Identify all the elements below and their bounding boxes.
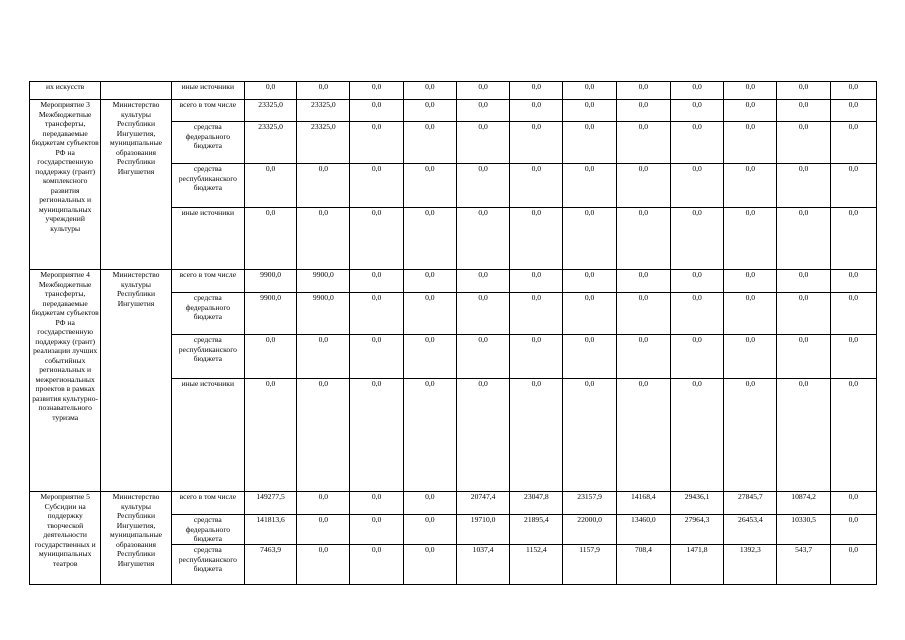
amount-cell: 29436,1 <box>670 492 723 515</box>
amount-cell: 0,0 <box>777 270 830 293</box>
amount-cell: 0,0 <box>350 515 403 545</box>
amount-cell: 0,0 <box>297 515 350 545</box>
amount-cell: 0,0 <box>510 293 563 335</box>
amount-cell: 0,0 <box>456 208 509 270</box>
amount-cell: 7463,9 <box>245 545 297 585</box>
amount-cell: 0,0 <box>510 208 563 270</box>
amount-cell: 0,0 <box>456 293 509 335</box>
amount-cell: 22000,0 <box>563 515 616 545</box>
amount-cell: 0,0 <box>297 164 350 208</box>
amount-cell: 0,0 <box>297 492 350 515</box>
amount-cell: 0,0 <box>456 100 509 122</box>
amount-cell: 20747,4 <box>456 492 509 515</box>
amount-cell: 0,0 <box>403 515 456 545</box>
amount-cell: 0,0 <box>350 545 403 585</box>
amount-cell: 0,0 <box>777 82 830 100</box>
amount-cell: 0,0 <box>563 379 616 492</box>
amount-cell: 23325,0 <box>245 122 297 164</box>
amount-cell: 0,0 <box>724 122 777 164</box>
amount-cell: 0,0 <box>616 164 670 208</box>
amount-cell: 0,0 <box>724 293 777 335</box>
amount-cell: 0,0 <box>616 379 670 492</box>
amount-cell: 0,0 <box>830 515 876 545</box>
amount-cell: 13460,0 <box>616 515 670 545</box>
amount-cell: 1157,9 <box>563 545 616 585</box>
amount-cell: 1152,4 <box>510 545 563 585</box>
amount-cell: 0,0 <box>350 122 403 164</box>
amount-cell: 0,0 <box>616 122 670 164</box>
amount-cell: 0,0 <box>670 164 723 208</box>
amount-cell: 149277,5 <box>245 492 297 515</box>
funding-source-cell: иные источники <box>171 379 244 492</box>
amount-cell: 0,0 <box>830 270 876 293</box>
amount-cell: 0,0 <box>350 82 403 100</box>
amount-cell: 0,0 <box>403 100 456 122</box>
amount-cell: 0,0 <box>777 208 830 270</box>
amount-cell: 0,0 <box>616 293 670 335</box>
executor-cell: Министерство культуры Республики Ингушетия <box>101 270 171 492</box>
amount-cell: 0,0 <box>670 335 723 379</box>
amount-cell: 0,0 <box>724 208 777 270</box>
amount-cell: 0,0 <box>350 379 403 492</box>
budget-table <box>29 81 877 585</box>
amount-cell: 0,0 <box>724 379 777 492</box>
amount-cell: 23157,9 <box>563 492 616 515</box>
amount-cell: 0,0 <box>777 293 830 335</box>
amount-cell: 0,0 <box>830 379 876 492</box>
amount-cell: 0,0 <box>350 164 403 208</box>
amount-cell: 0,0 <box>724 335 777 379</box>
executor-cell: Министерство культуры Республики Ингушетия, муниципальные образования Республики Ингушетия <box>101 492 171 585</box>
amount-cell: 0,0 <box>616 208 670 270</box>
amount-cell: 0,0 <box>830 492 876 515</box>
amount-cell: 21895,4 <box>510 515 563 545</box>
amount-cell: 0,0 <box>777 164 830 208</box>
executor-cell: Министерство культуры Республики Ингушетия, муниципальные образования Республики Ингушетия <box>101 100 171 270</box>
amount-cell: 1037,4 <box>456 545 509 585</box>
amount-cell: 0,0 <box>670 379 723 492</box>
funding-source-cell: средства федерального бюджета <box>171 515 244 545</box>
event-name-cell: Мероприятие 5 Субсидии на поддержку творческой деятельности государственных и муниципальных театров <box>30 492 101 585</box>
amount-cell: 0,0 <box>563 335 616 379</box>
amount-cell: 0,0 <box>350 100 403 122</box>
amount-cell: 10330,5 <box>777 515 830 545</box>
amount-cell: 23047,8 <box>510 492 563 515</box>
amount-cell: 0,0 <box>403 335 456 379</box>
funding-source-cell: всего в том числе <box>171 492 244 515</box>
amount-cell: 0,0 <box>510 270 563 293</box>
amount-cell: 0,0 <box>724 82 777 100</box>
amount-cell: 0,0 <box>350 293 403 335</box>
amount-cell: 0,0 <box>724 164 777 208</box>
amount-cell: 0,0 <box>830 293 876 335</box>
table-body <box>30 82 877 585</box>
amount-cell: 23325,0 <box>297 100 350 122</box>
event-name-cell: Мероприятие 3 Межбюджетные трансферты, передаваемые бюджетам субъектов РФ на государственную поддержку (грант) комплексного развития региональных и муниципальных учреждений культуры <box>30 100 101 270</box>
amount-cell: 0,0 <box>616 270 670 293</box>
amount-cell: 0,0 <box>830 335 876 379</box>
amount-cell: 0,0 <box>245 82 297 100</box>
amount-cell: 0,0 <box>403 270 456 293</box>
amount-cell: 1471,8 <box>670 545 723 585</box>
event-name-cell: их искусств <box>30 82 101 100</box>
amount-cell: 0,0 <box>245 164 297 208</box>
amount-cell: 0,0 <box>403 208 456 270</box>
amount-cell: 0,0 <box>297 545 350 585</box>
amount-cell: 1392,3 <box>724 545 777 585</box>
amount-cell: 0,0 <box>830 122 876 164</box>
amount-cell: 141813,6 <box>245 515 297 545</box>
funding-source-cell: всего в том числе <box>171 100 244 122</box>
amount-cell: 0,0 <box>510 164 563 208</box>
amount-cell: 0,0 <box>670 100 723 122</box>
amount-cell: 0,0 <box>403 545 456 585</box>
amount-cell: 0,0 <box>563 100 616 122</box>
amount-cell: 0,0 <box>616 82 670 100</box>
funding-source-cell: средства республиканского бюджета <box>171 545 244 585</box>
amount-cell: 0,0 <box>616 100 670 122</box>
funding-source-cell: всего в том числе <box>171 270 244 293</box>
amount-cell: 0,0 <box>830 82 876 100</box>
amount-cell: 0,0 <box>616 335 670 379</box>
amount-cell: 0,0 <box>456 335 509 379</box>
amount-cell: 0,0 <box>350 208 403 270</box>
amount-cell: 0,0 <box>456 82 509 100</box>
amount-cell: 0,0 <box>830 100 876 122</box>
amount-cell: 9900,0 <box>245 293 297 335</box>
amount-cell: 0,0 <box>245 335 297 379</box>
amount-cell: 543,7 <box>777 545 830 585</box>
table-row <box>30 100 877 122</box>
amount-cell: 0,0 <box>245 208 297 270</box>
amount-cell: 0,0 <box>777 335 830 379</box>
amount-cell: 0,0 <box>403 293 456 335</box>
amount-cell: 0,0 <box>670 293 723 335</box>
amount-cell: 26453,4 <box>724 515 777 545</box>
amount-cell: 0,0 <box>563 208 616 270</box>
amount-cell: 0,0 <box>830 545 876 585</box>
amount-cell: 0,0 <box>670 208 723 270</box>
amount-cell: 10874,2 <box>777 492 830 515</box>
amount-cell: 0,0 <box>403 122 456 164</box>
funding-source-cell: средства федерального бюджета <box>171 293 244 335</box>
amount-cell: 0,0 <box>403 82 456 100</box>
funding-source-cell: средства республиканского бюджета <box>171 335 244 379</box>
amount-cell: 0,0 <box>510 82 563 100</box>
amount-cell: 0,0 <box>245 379 297 492</box>
amount-cell: 0,0 <box>670 122 723 164</box>
amount-cell: 0,0 <box>456 270 509 293</box>
amount-cell: 0,0 <box>403 492 456 515</box>
amount-cell: 0,0 <box>350 335 403 379</box>
amount-cell: 0,0 <box>403 164 456 208</box>
amount-cell: 23325,0 <box>245 100 297 122</box>
amount-cell: 0,0 <box>777 379 830 492</box>
amount-cell: 708,4 <box>616 545 670 585</box>
amount-cell: 27964,3 <box>670 515 723 545</box>
amount-cell: 0,0 <box>830 164 876 208</box>
amount-cell: 0,0 <box>456 122 509 164</box>
amount-cell: 0,0 <box>510 379 563 492</box>
amount-cell: 0,0 <box>563 82 616 100</box>
amount-cell: 0,0 <box>724 270 777 293</box>
amount-cell: 0,0 <box>777 122 830 164</box>
amount-cell: 0,0 <box>777 100 830 122</box>
amount-cell: 9900,0 <box>297 270 350 293</box>
amount-cell: 0,0 <box>297 379 350 492</box>
amount-cell: 0,0 <box>830 208 876 270</box>
amount-cell: 0,0 <box>456 164 509 208</box>
executor-cell <box>101 82 171 100</box>
amount-cell: 0,0 <box>724 100 777 122</box>
amount-cell: 0,0 <box>350 270 403 293</box>
amount-cell: 0,0 <box>563 122 616 164</box>
amount-cell: 19710,0 <box>456 515 509 545</box>
amount-cell: 9900,0 <box>245 270 297 293</box>
funding-source-cell: средства федерального бюджета <box>171 122 244 164</box>
table-row <box>30 82 877 100</box>
amount-cell: 0,0 <box>670 82 723 100</box>
amount-cell: 9900,0 <box>297 293 350 335</box>
amount-cell: 0,0 <box>510 100 563 122</box>
event-name-cell: Мероприятие 4 Межбюджетные трансферты, передаваемые бюджетам субъектов РФ на государственную поддержку (грант) реализации лучших событийных региональных и межрегиональных проектов в рамках развития культурно-познавательного туризма <box>30 270 101 492</box>
amount-cell: 0,0 <box>510 122 563 164</box>
amount-cell: 27845,7 <box>724 492 777 515</box>
amount-cell: 0,0 <box>670 270 723 293</box>
amount-cell: 23325,0 <box>297 122 350 164</box>
amount-cell: 0,0 <box>297 208 350 270</box>
funding-source-cell: средства республиканского бюджета <box>171 164 244 208</box>
amount-cell: 0,0 <box>563 293 616 335</box>
amount-cell: 0,0 <box>297 82 350 100</box>
table-row <box>30 492 877 515</box>
amount-cell: 0,0 <box>563 270 616 293</box>
amount-cell: 0,0 <box>297 335 350 379</box>
amount-cell: 0,0 <box>510 335 563 379</box>
amount-cell: 14168,4 <box>616 492 670 515</box>
funding-source-cell: иные источники <box>171 208 244 270</box>
amount-cell: 0,0 <box>563 164 616 208</box>
amount-cell: 0,0 <box>403 379 456 492</box>
amount-cell: 0,0 <box>456 379 509 492</box>
funding-source-cell: иные источники <box>171 82 244 100</box>
table-row <box>30 270 877 293</box>
amount-cell: 0,0 <box>350 492 403 515</box>
